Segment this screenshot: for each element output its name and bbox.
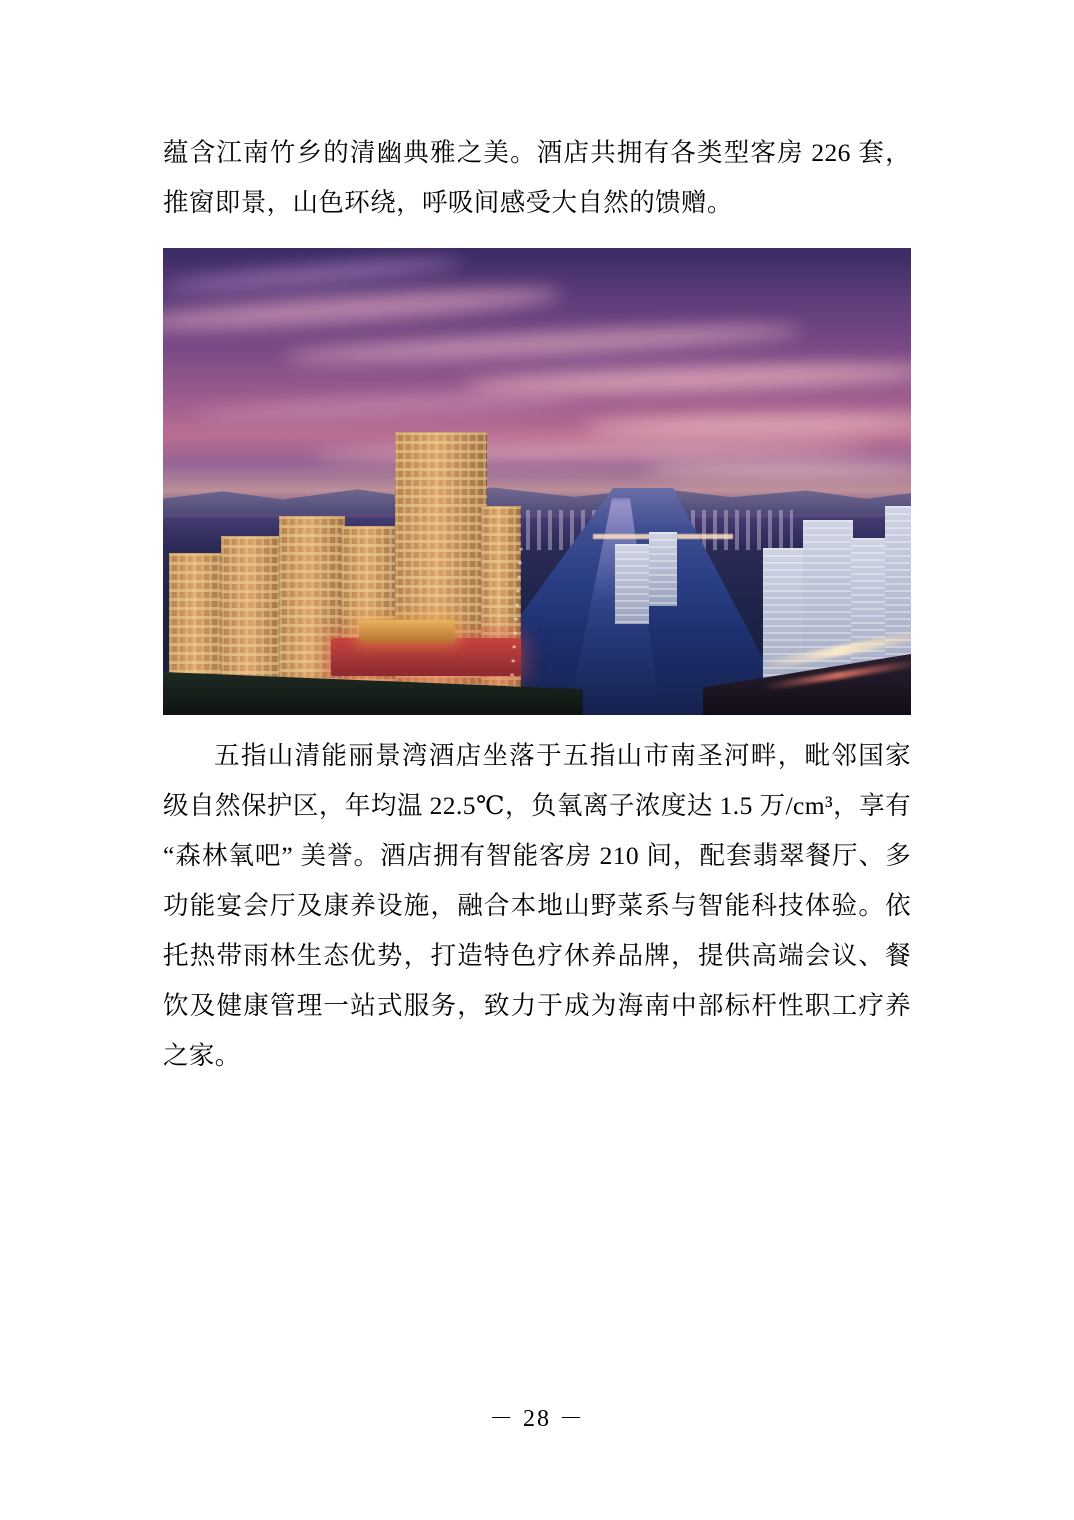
paragraph-2: 五指山清能丽景湾酒店坐落于五指山市南圣河畔，毗邻国家级自然保护区，年均温 22.5℃，负氧离子浓度达 1.5 万/cm³，享有 “森林氧吧” 美誉。酒店拥有智能客房 210 间，配套翡翠餐厅、多功能宴会厅及康养设施，融合本地山野菜系与智能科技体验。依托热带雨林生态优势，打造特色疗休养品牌，提供高端会议、餐饮及健康管理一站式服务，致力于成为海南中部标杆性职工疗养之家。 (163, 741, 911, 1070)
distant-building (615, 544, 649, 624)
hotel-podium-lights (331, 638, 521, 676)
cloud-streak (283, 320, 803, 367)
hotel-riverside-twilight-photo (163, 248, 911, 715)
page-number: － 28 － (489, 1406, 585, 1432)
cloud-streak (163, 281, 563, 337)
photo-illustration (163, 248, 911, 715)
hotel-entrance-lights (359, 620, 455, 642)
distant-building (649, 532, 677, 606)
page-content (163, 128, 911, 1081)
cloud-streak (193, 388, 573, 424)
paragraph-1: 蕴含江南竹乡的清幽典雅之美。酒店共拥有各类型客房 226 套，推窗即景，山色环绕，呼吸间感受大自然的馈赠。 (163, 138, 911, 217)
cloud-streak (163, 255, 463, 295)
cloud-streak (583, 413, 911, 437)
